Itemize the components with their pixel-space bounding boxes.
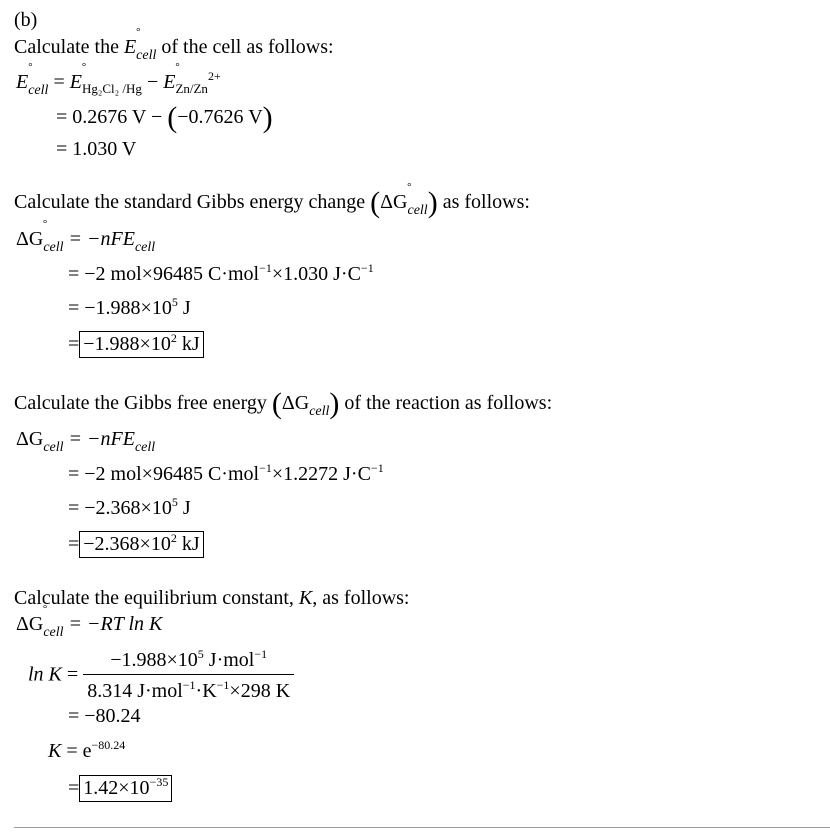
part-label: (b) [14, 9, 38, 31]
gibbs-equation: $\Delta G_{cell} = -nFE_{cell}$ [16, 428, 156, 455]
ecell-equation: E $^\circ_{cell} = E$ $^\circ_{Hg_2Cl_2 /Hg} - E$ $^\circ_{Zn/Zn}^{2+}$ [16, 70, 221, 98]
k-answer-box: $1.42\times 10^{-35}$ [79, 775, 172, 802]
k-heading: Calculate the equilibrium constant, K, as follows: [14, 587, 410, 609]
gibbs-calc: = −2 mol×96485 C·mol$^{-1}$×1.2272 $J\cdot C^{-1}$ [68, 461, 384, 485]
lnk-numerator: $-1.988\times 10^5$ J·mol$^{-1}$ [83, 648, 294, 675]
std-gibbs-answer-box: $-1.988\times 10^2$ kJ [79, 331, 203, 358]
ecell-result: = 1.030 V [56, 138, 137, 160]
k-relation: ΔG $^\circ_{cell} = -RT$ ln K [16, 614, 162, 640]
lnk-value: = −80.24 [68, 705, 141, 727]
gibbs-heading: Calculate the Gibbs free energy $(\Delta G_{cell})$ of the reaction as follows: [14, 387, 553, 420]
gibbs-result-kj: = $-2.368\times 10^2$ kJ [68, 532, 204, 554]
gibbs-result-j: = $-2.368\times 10^5$ J [68, 495, 191, 519]
lnk-fraction [83, 648, 294, 701]
k-result: = $1.42\times 10^{-35}$ [68, 776, 172, 798]
std-gibbs-equation: ΔG $^\circ_{cell} = -nFE_{cell}$ [16, 229, 155, 255]
ecell-substitution: = 0.2676 V − (−0.7626 V) [56, 101, 273, 134]
bottom-divider [14, 827, 830, 828]
lnk-fraction-line: ln K = $\frac{-1.988\times 10^5 J\cdot mol^{-1}}{8.314 J\cdot mol^{-1}\cdot K^{-1}\times 298 K}$ [28, 648, 294, 701]
lnk-denominator: 8.314 $J\cdot mol^{-1}\cdot K^{-1}\times 298$ K [87, 678, 291, 702]
ecell-heading: Calculate the E $^\circ_{cell}$ of the cell as follows: [14, 37, 334, 63]
std-gibbs-calc: = −2 mol×96485 C·mol$^{-1}$×1.030 $J\cdot C^{-1}$ [68, 261, 374, 285]
std-gibbs-result-j: = $-1.988\times 10^5$ J [68, 295, 191, 319]
std-gibbs-heading: Calculate the standard Gibbs energy change (ΔG $^\circ_{cell}$) as follows: [14, 188, 530, 218]
k-exponential: $K = e^{-80.24}$ [48, 738, 126, 762]
std-gibbs-result-kj: = $-1.988\times 10^2$ kJ [68, 332, 204, 354]
gibbs-answer-box: $-2.368\times 10^2$ kJ [79, 531, 203, 558]
